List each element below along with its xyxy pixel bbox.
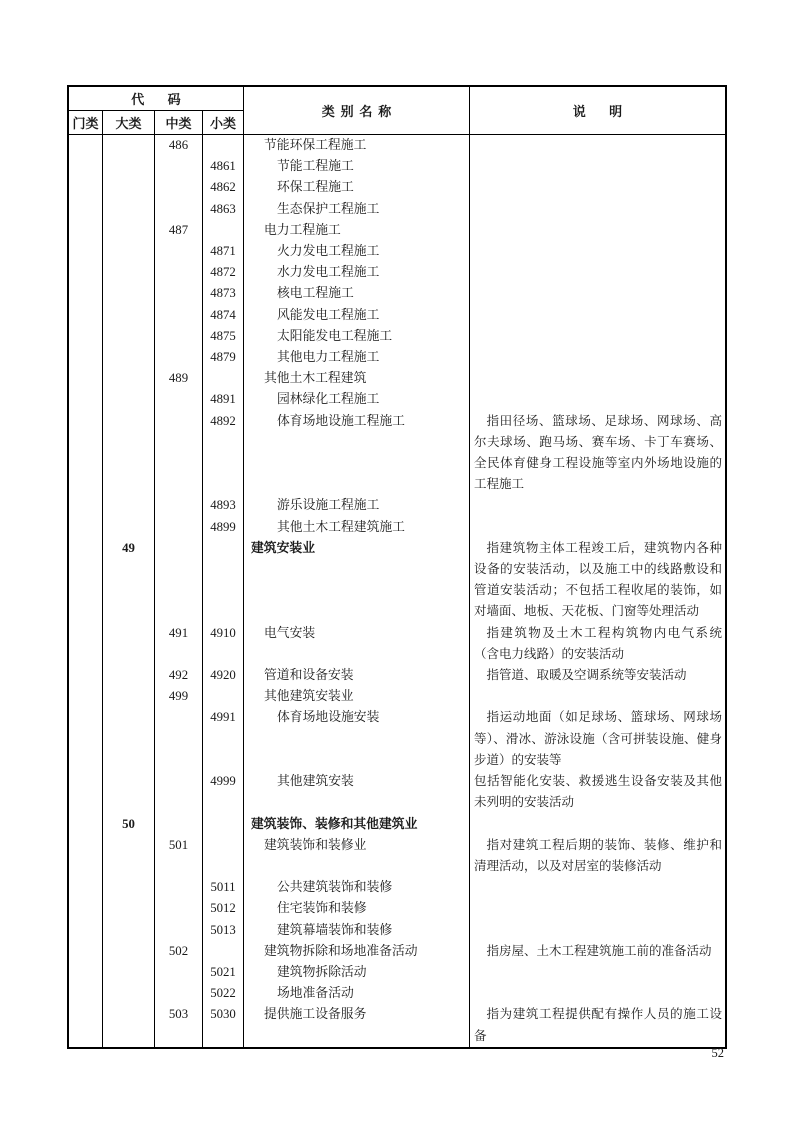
cell-name: 提供施工设备服务	[244, 1004, 470, 1046]
cell-group-code	[155, 326, 203, 347]
cell-class-code: 4861	[203, 156, 244, 177]
table-row	[69, 983, 725, 1004]
cell-division-code	[103, 835, 155, 877]
cell-class-code	[203, 538, 244, 623]
cell-desc	[470, 262, 725, 283]
cell-division-code	[103, 389, 155, 410]
cell-division-code	[103, 983, 155, 1004]
cell-division-code	[103, 941, 155, 962]
cell-group-code	[155, 814, 203, 835]
cell-section-code	[69, 305, 103, 326]
table-row	[69, 199, 725, 220]
cell-group-code	[155, 347, 203, 368]
table-row	[69, 665, 725, 686]
cell-section-code	[69, 814, 103, 835]
table-row	[69, 305, 725, 326]
table-row	[69, 389, 725, 410]
cell-class-code: 4873	[203, 283, 244, 304]
cell-name: 公共建筑装饰和装修	[244, 877, 470, 898]
cell-section-code	[69, 135, 103, 156]
cell-name: 管道和设备安装	[244, 665, 470, 686]
cell-division-code	[103, 771, 155, 813]
cell-name: 风能发电工程施工	[244, 305, 470, 326]
table-header	[69, 87, 725, 135]
header-code-group: 代码	[69, 87, 244, 111]
cell-section-code	[69, 517, 103, 538]
cell-class-code: 4892	[203, 411, 244, 496]
cell-division-code: 49	[103, 538, 155, 623]
cell-group-code: 489	[155, 368, 203, 389]
cell-group-code	[155, 707, 203, 771]
cell-group-code: 503	[155, 1004, 203, 1046]
cell-class-code: 5021	[203, 962, 244, 983]
cell-section-code	[69, 983, 103, 1004]
table-row	[69, 156, 725, 177]
cell-class-code: 4910	[203, 623, 244, 665]
cell-division-code	[103, 156, 155, 177]
cell-section-code	[69, 283, 103, 304]
cell-division-code	[103, 283, 155, 304]
cell-desc: 指田径场、篮球场、足球场、网球场、高尔夫球场、跑马场、赛车场、卡丁车赛场、全民体育健身工程设施等室内外场地设施的工程施工	[474, 413, 722, 492]
cell-division-code	[103, 177, 155, 198]
cell-division-code	[103, 135, 155, 156]
cell-section-code	[69, 368, 103, 389]
cell-division-code	[103, 199, 155, 220]
cell-group-code	[155, 538, 203, 623]
cell-group-code	[155, 898, 203, 919]
table-row	[69, 347, 725, 368]
cell-name: 电气安装	[244, 623, 470, 665]
cell-section-code	[69, 347, 103, 368]
cell-group-code: 487	[155, 220, 203, 241]
cell-desc	[470, 898, 725, 919]
cell-name: 节能环保工程施工	[244, 135, 470, 156]
cell-division-code	[103, 686, 155, 707]
table-row	[69, 262, 725, 283]
table-row	[69, 495, 725, 516]
table-row	[69, 898, 725, 919]
classification-table	[67, 85, 727, 1049]
cell-section-code	[69, 898, 103, 919]
cell-section-code	[69, 177, 103, 198]
cell-division-code	[103, 241, 155, 262]
header-division: 大类	[103, 111, 155, 134]
cell-group-code	[155, 177, 203, 198]
cell-name: 电力工程施工	[244, 220, 470, 241]
cell-division-code	[103, 220, 155, 241]
table-row	[69, 920, 725, 941]
cell-division-code	[103, 411, 155, 496]
cell-section-code	[69, 941, 103, 962]
cell-section-code	[69, 707, 103, 771]
cell-group-code: 502	[155, 941, 203, 962]
cell-class-code: 5013	[203, 920, 244, 941]
table-row	[69, 538, 725, 623]
cell-class-code: 5012	[203, 898, 244, 919]
cell-section-code	[69, 877, 103, 898]
page-number: 52	[711, 1046, 724, 1060]
cell-class-code	[203, 220, 244, 241]
table-row	[69, 135, 725, 156]
table-row	[69, 326, 725, 347]
cell-group-code: 499	[155, 686, 203, 707]
cell-group-code	[155, 156, 203, 177]
cell-desc	[470, 326, 725, 347]
cell-class-code: 4920	[203, 665, 244, 686]
header-group: 中类	[155, 111, 203, 134]
table-body	[69, 135, 725, 1047]
table-row	[69, 177, 725, 198]
cell-section-code	[69, 1004, 103, 1046]
cell-desc	[470, 241, 725, 262]
cell-desc: 指管道、取暖及空调系统等安装活动	[486, 668, 687, 683]
cell-division-code	[103, 326, 155, 347]
table-row	[69, 771, 725, 813]
cell-class-code: 4991	[203, 707, 244, 771]
cell-desc: 指房屋、土木工程建筑施工前的准备活动	[486, 943, 712, 958]
cell-class-code: 4899	[203, 517, 244, 538]
cell-group-code	[155, 199, 203, 220]
cell-group-code	[155, 305, 203, 326]
cell-class-code	[203, 686, 244, 707]
cell-section-code	[69, 920, 103, 941]
cell-class-code	[203, 835, 244, 877]
cell-section-code	[69, 156, 103, 177]
cell-group-code: 501	[155, 835, 203, 877]
cell-class-code	[203, 814, 244, 835]
table-row	[69, 241, 725, 262]
cell-group-code	[155, 983, 203, 1004]
table-row	[69, 962, 725, 983]
cell-division-code	[103, 262, 155, 283]
cell-division-code	[103, 920, 155, 941]
cell-name: 建筑幕墙装饰和装修	[244, 920, 470, 941]
cell-name: 水力发电工程施工	[244, 262, 470, 283]
cell-class-code: 4874	[203, 305, 244, 326]
cell-name: 场地准备活动	[244, 983, 470, 1004]
cell-section-code	[69, 495, 103, 516]
cell-division-code: 50	[103, 814, 155, 835]
cell-section-code	[69, 623, 103, 665]
cell-name: 其他建筑安装业	[244, 686, 470, 707]
cell-division-code	[103, 495, 155, 516]
cell-desc	[470, 389, 725, 410]
cell-name: 其他建筑安装	[244, 771, 470, 813]
cell-name: 太阳能发电工程施工	[244, 326, 470, 347]
cell-name: 节能工程施工	[244, 156, 470, 177]
cell-group-code: 486	[155, 135, 203, 156]
cell-division-code	[103, 877, 155, 898]
cell-name: 建筑物拆除活动	[244, 962, 470, 983]
cell-section-code	[69, 411, 103, 496]
cell-name: 其他土木工程建筑施工	[244, 517, 470, 538]
table-row	[69, 877, 725, 898]
cell-name: 建筑装饰、装修和其他建筑业	[244, 814, 470, 835]
cell-division-code	[103, 623, 155, 665]
table-row	[69, 686, 725, 707]
cell-name: 体育场地设施安装	[244, 707, 470, 771]
cell-desc: 指建筑物主体工程竣工后，建筑物内各种设备的安装活动，以及施工中的线路敷设和管道安装活动；不包括工程收尾的装饰，如对墙面、地板、天花板、门窗等处理活动	[474, 540, 722, 619]
cell-class-code: 4893	[203, 495, 244, 516]
cell-name: 其他土木工程建筑	[244, 368, 470, 389]
cell-name: 住宅装饰和装修	[244, 898, 470, 919]
cell-class-code: 4875	[203, 326, 244, 347]
table-row	[69, 941, 725, 962]
cell-desc	[470, 517, 725, 538]
table-row	[69, 835, 725, 877]
cell-desc: 指为建筑工程提供配有操作人员的施工设备	[474, 1007, 722, 1043]
table-row	[69, 411, 725, 496]
cell-desc: 指运动地面（如足球场、篮球场、网球场等）、滑冰、游泳设施（含可拼装设施、健身步道）的安装等	[474, 710, 722, 767]
cell-class-code: 4862	[203, 177, 244, 198]
cell-name: 游乐设施工程施工	[244, 495, 470, 516]
cell-group-code: 491	[155, 623, 203, 665]
cell-desc	[470, 495, 725, 516]
cell-class-code: 4891	[203, 389, 244, 410]
cell-name: 园林绿化工程施工	[244, 389, 470, 410]
cell-section-code	[69, 199, 103, 220]
cell-section-code	[69, 835, 103, 877]
cell-name: 其他电力工程施工	[244, 347, 470, 368]
cell-group-code	[155, 283, 203, 304]
cell-group-code	[155, 877, 203, 898]
cell-desc	[470, 962, 725, 983]
cell-group-code	[155, 495, 203, 516]
cell-class-code: 4879	[203, 347, 244, 368]
cell-desc	[470, 814, 725, 835]
cell-class-code: 5011	[203, 877, 244, 898]
cell-section-code	[69, 686, 103, 707]
cell-section-code	[69, 326, 103, 347]
header-class: 小类	[203, 111, 244, 134]
cell-group-code	[155, 262, 203, 283]
table-row	[69, 623, 725, 665]
cell-division-code	[103, 305, 155, 326]
cell-desc	[470, 135, 725, 156]
header-category-name: 类别名称	[244, 87, 470, 134]
cell-name: 生态保护工程施工	[244, 199, 470, 220]
cell-name: 核电工程施工	[244, 283, 470, 304]
cell-division-code	[103, 898, 155, 919]
cell-division-code	[103, 368, 155, 389]
cell-division-code	[103, 347, 155, 368]
cell-group-code	[155, 920, 203, 941]
cell-division-code	[103, 665, 155, 686]
header-section: 门类	[69, 111, 103, 134]
table-row	[69, 1004, 725, 1046]
table-row	[69, 283, 725, 304]
header-description: 说明	[572, 104, 646, 119]
cell-desc	[470, 347, 725, 368]
cell-section-code	[69, 220, 103, 241]
cell-name: 建筑安装业	[244, 538, 470, 623]
cell-class-code	[203, 135, 244, 156]
table-row	[69, 368, 725, 389]
cell-desc	[470, 220, 725, 241]
cell-desc	[470, 920, 725, 941]
cell-division-code	[103, 962, 155, 983]
cell-group-code	[155, 771, 203, 813]
cell-class-code	[203, 368, 244, 389]
cell-section-code	[69, 665, 103, 686]
cell-class-code: 5022	[203, 983, 244, 1004]
cell-group-code	[155, 389, 203, 410]
cell-desc	[470, 199, 725, 220]
table-row	[69, 517, 725, 538]
cell-group-code: 492	[155, 665, 203, 686]
cell-section-code	[69, 538, 103, 623]
cell-desc	[470, 177, 725, 198]
cell-desc: 包括智能化安装、救援逃生设备安装及其他未列明的安装活动	[474, 774, 722, 810]
cell-division-code	[103, 707, 155, 771]
cell-group-code	[155, 411, 203, 496]
cell-section-code	[69, 241, 103, 262]
table-row	[69, 220, 725, 241]
cell-division-code	[103, 517, 155, 538]
cell-name: 环保工程施工	[244, 177, 470, 198]
cell-section-code	[69, 389, 103, 410]
cell-group-code	[155, 241, 203, 262]
cell-class-code	[203, 941, 244, 962]
cell-desc	[470, 983, 725, 1004]
cell-name: 体育场地设施工程施工	[244, 411, 470, 496]
cell-section-code	[69, 262, 103, 283]
cell-name: 建筑装饰和装修业	[244, 835, 470, 877]
table-row	[69, 707, 725, 771]
cell-section-code	[69, 771, 103, 813]
cell-desc: 指建筑物及土木工程构筑物内电气系统（含电力线路）的安装活动	[474, 625, 722, 661]
cell-name: 建筑物拆除和场地准备活动	[244, 941, 470, 962]
table-row	[69, 814, 725, 835]
cell-desc	[470, 156, 725, 177]
cell-division-code	[103, 1004, 155, 1046]
cell-section-code	[69, 962, 103, 983]
cell-class-code: 4871	[203, 241, 244, 262]
cell-name: 火力发电工程施工	[244, 241, 470, 262]
cell-desc	[470, 283, 725, 304]
cell-class-code: 4872	[203, 262, 244, 283]
cell-group-code	[155, 962, 203, 983]
cell-desc	[470, 305, 725, 326]
cell-desc: 指对建筑工程后期的装饰、装修、维护和清理活动，以及对居室的装修活动	[474, 837, 722, 873]
cell-desc	[470, 686, 725, 707]
cell-class-code: 5030	[203, 1004, 244, 1046]
cell-desc	[470, 877, 725, 898]
cell-desc	[470, 368, 725, 389]
cell-class-code: 4999	[203, 771, 244, 813]
cell-class-code: 4863	[203, 199, 244, 220]
cell-group-code	[155, 517, 203, 538]
